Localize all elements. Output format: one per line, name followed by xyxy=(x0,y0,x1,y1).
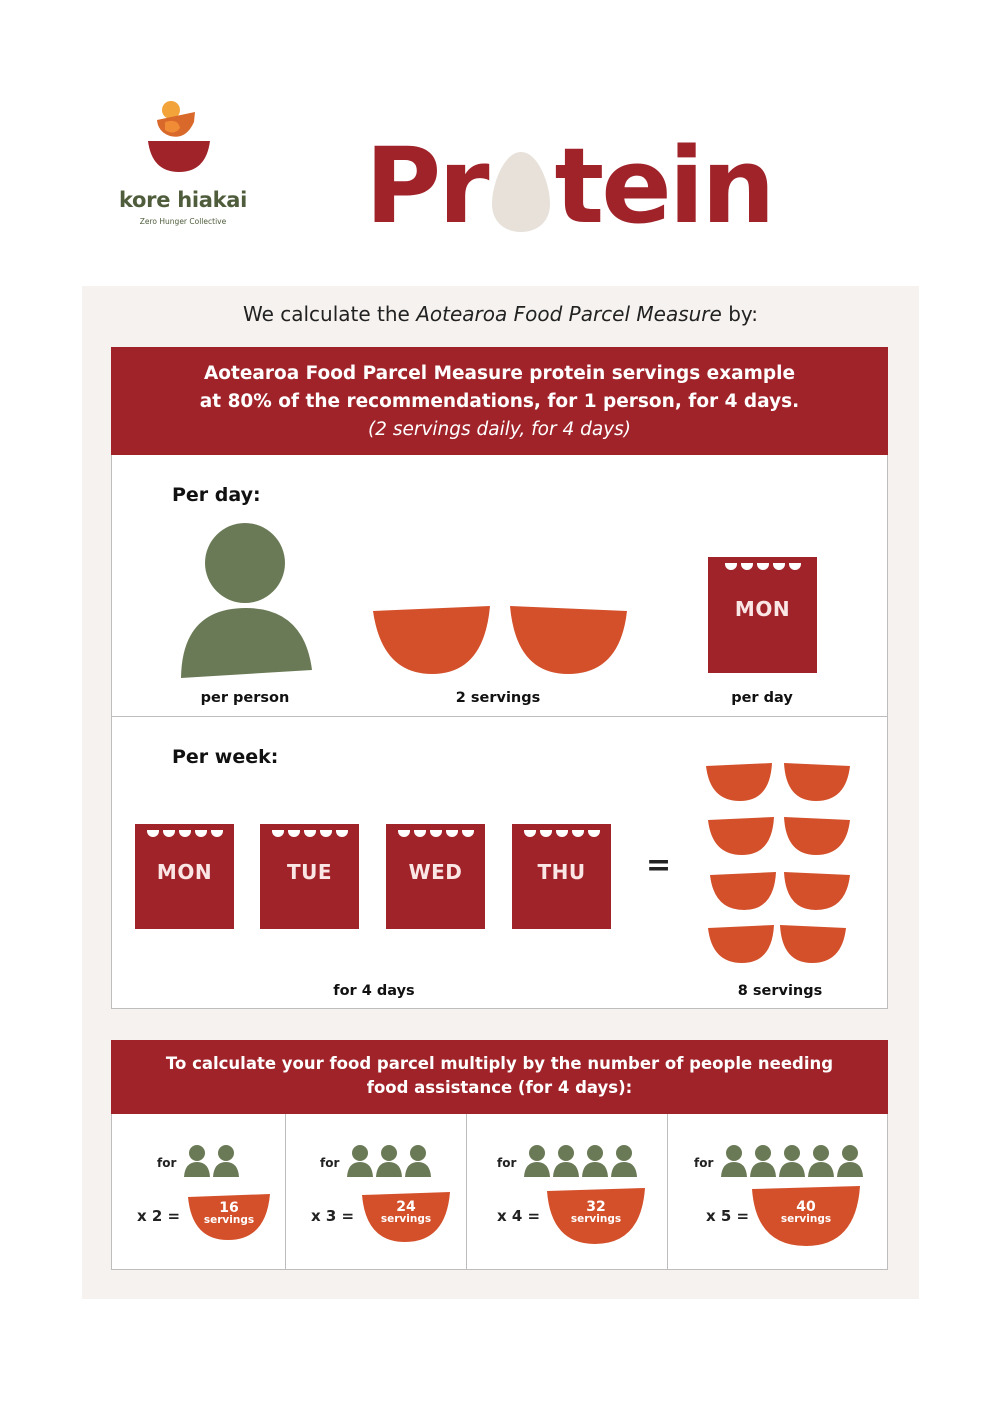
people-icon-group-2 xyxy=(182,1144,242,1178)
example-header xyxy=(111,347,888,455)
result-unit: servings xyxy=(570,1213,622,1225)
calendar-icon-thu xyxy=(512,824,611,929)
calendar-day-label: WED xyxy=(408,860,463,884)
per-person-caption: per person xyxy=(200,690,290,706)
result-value: 32 xyxy=(586,1199,606,1215)
calendar-day-label: TUE xyxy=(286,860,333,884)
multiplier-label: x 2 = xyxy=(137,1207,181,1225)
calendar-icon-mon xyxy=(708,557,817,673)
calendar-day-label: THU xyxy=(537,860,586,884)
people-icon-group-3 xyxy=(345,1144,435,1178)
result-value: 40 xyxy=(796,1199,816,1215)
logo-tagline: Zero Hunger Collective xyxy=(139,217,227,226)
result-unit: servings xyxy=(780,1213,832,1225)
result-value: 16 xyxy=(219,1200,239,1216)
title-suffix: tein xyxy=(554,125,773,247)
bowl-icon-group-eight xyxy=(700,760,856,970)
calculation-header-line1: To calculate your food parcel multiply by the number of people needing xyxy=(165,1054,834,1073)
two-servings-caption: 2 servings xyxy=(455,690,541,706)
multiplier-label: x 5 = xyxy=(706,1207,750,1225)
calculation-header-line2: food assistance (for 4 days): xyxy=(366,1078,633,1097)
calculation-header xyxy=(111,1040,888,1114)
per-week-title: Per week: xyxy=(172,746,279,768)
result-unit: servings xyxy=(203,1214,255,1226)
four-days-caption: for 4 days xyxy=(333,983,415,999)
for-label: for xyxy=(497,1156,517,1170)
page-title xyxy=(365,125,773,247)
multiplier-label: x 4 = xyxy=(497,1207,541,1225)
calendar-icon-wed xyxy=(386,824,485,929)
logo-name: kore hiakai xyxy=(118,188,248,212)
for-label: for xyxy=(320,1156,340,1170)
people-icon-group-5 xyxy=(719,1144,866,1178)
bowl-icon-pair xyxy=(370,604,630,676)
per-day-title: Per day: xyxy=(172,484,261,506)
result-unit: servings xyxy=(380,1213,432,1225)
person-icon xyxy=(178,520,314,682)
result-value: 24 xyxy=(396,1199,416,1215)
example-header-line2: at 80% of the recommendations, for 1 person, for 4 days. xyxy=(199,391,800,412)
people-icon-group-4 xyxy=(522,1144,640,1178)
example-header-line3: (2 servings daily, for 4 days) xyxy=(367,419,632,440)
multiplier-label: x 3 = xyxy=(311,1207,355,1225)
per-day-caption: per day xyxy=(731,690,793,706)
calendar-icon-tue xyxy=(260,824,359,929)
column-divider xyxy=(285,1114,286,1269)
calendar-icon-mon xyxy=(135,824,234,929)
intro-text: We calculate the Aotearoa Food Parcel Measure by: xyxy=(242,302,759,326)
egg-icon xyxy=(490,150,552,234)
column-divider xyxy=(466,1114,467,1269)
title-prefix: Pr xyxy=(365,125,487,247)
example-header-line1: Aotearoa Food Parcel Measure protein servings example xyxy=(203,363,796,384)
section-divider xyxy=(111,716,888,717)
column-divider xyxy=(667,1114,668,1269)
calendar-day-label: MON xyxy=(156,860,213,884)
equals-sign: = xyxy=(646,848,672,883)
for-label: for xyxy=(157,1156,177,1170)
calendar-day-label: MON xyxy=(734,597,791,621)
for-label: for xyxy=(694,1156,714,1170)
eight-servings-caption: 8 servings xyxy=(737,983,823,999)
kore-hiakai-logo-icon xyxy=(140,100,210,174)
